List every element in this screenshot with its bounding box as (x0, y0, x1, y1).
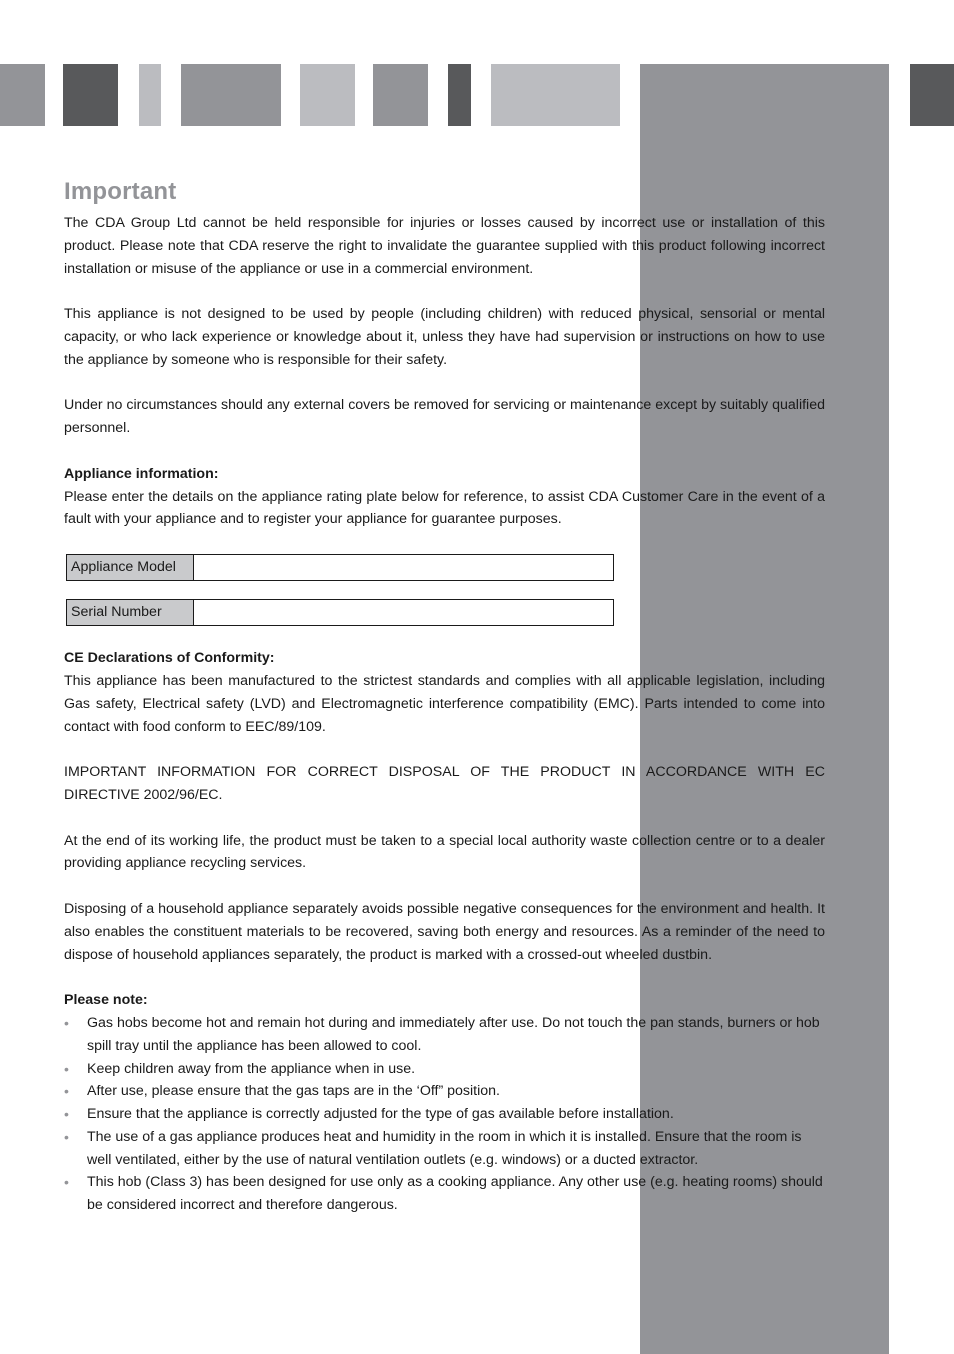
capacity-paragraph: This appliance is not designed to be used by people (including children) with reduced physical, sensorial or mental capacity, or who lack experience or knowledge about it, unless they have had supervision or instructions on how to use the appliance by someone who is responsible for their safety. (64, 306, 825, 368)
main-content (64, 176, 825, 1217)
header-block-1 (0, 64, 45, 126)
notes-list (64, 1012, 825, 1217)
serial-number-field[interactable] (66, 599, 614, 626)
ce-heading: CE Declarations of Conformity: (64, 650, 275, 667)
serial-number-label: Serial Number (67, 600, 194, 625)
header-block-3 (139, 64, 161, 126)
list-item: • Keep children away from the appliance when in use. (64, 1058, 825, 1081)
bullet-icon: • (64, 1060, 69, 1077)
notes-heading: Please note: (64, 992, 148, 1009)
appliance-model-value[interactable] (194, 555, 613, 580)
header-block-8 (491, 64, 620, 126)
ce-text: This appliance has been manufactured to the strictest standards and complies with all applicable legislation, including Gas safety, Electrical safety (LVD) and Electromagnetic interference compatibility (EMC). Parts intended to come into contact with food conform to EEC/89/109. (64, 672, 825, 735)
list-item: • Ensure that the appliance is correctly adjusted for the type of gas available before installation. (64, 1103, 825, 1126)
bullet-icon: • (64, 1128, 69, 1145)
header-block-2 (63, 64, 118, 126)
bullet-icon: • (64, 1083, 69, 1100)
header-block-6 (373, 64, 428, 126)
appliance-model-field[interactable] (66, 554, 614, 581)
serial-number-value[interactable] (194, 600, 613, 625)
header-block-4 (181, 64, 281, 126)
bullet-icon: • (64, 1014, 69, 1031)
page-title: Important (64, 178, 177, 205)
bullet-icon: • (64, 1106, 69, 1123)
header-block-5 (300, 64, 355, 126)
list-item: • This hob (Class 3) has been designed for use only as a cooking appliance. Any other use (e.g. heating rooms) should be considered incorrect and therefore dangerous. (64, 1171, 825, 1217)
appliance-model-label: Appliance Model (67, 555, 194, 580)
disposal-text-2: Disposing of a household appliance separately avoids possible negative consequences for the environment and health. It also enables the constituent materials to be recovered, saving both energy and resources. As a reminder of the need to dispose of household appliances separately, the product is marked with a crossed-out wheeled dustbin. (64, 900, 825, 963)
list-item: • After use, please ensure that the gas taps are in the ‘Off” position. (64, 1080, 825, 1103)
disposal-heading: IMPORTANT INFORMATION FOR CORRECT DISPOSAL OF THE PRODUCT IN ACCORDANCE WITH EC DIRECTIVE 2002/96/EC. (64, 764, 825, 803)
disposal-text-1: At the end of its working life, the product must be taken to a special local authority waste collection centre or to a dealer providing appliance recycling services. (64, 832, 825, 872)
covers-paragraph: Under no circumstances should any external covers be removed for servicing or maintenance except by suitably qualified personnel. (64, 397, 825, 437)
header-block-7 (448, 64, 471, 126)
appliance-info-heading: Appliance information: (64, 465, 219, 482)
list-item: • The use of a gas appliance produces heat and humidity in the room in which it is installed. Ensure that the room is well ventilated, either by the use of natural ventilation outlets (e.g. windows) or a ducted extractor. (64, 1126, 825, 1172)
bullet-icon: • (64, 1174, 69, 1191)
liability-paragraph: The CDA Group Ltd cannot be held responsible for injuries or losses caused by incorrect use or installation of this product. Please note that CDA reserve the right to invalidate the guarantee supplied with this product following incorrect installation or misuse of the appliance or use in a commercial environment. (64, 215, 825, 277)
list-item: • Gas hobs become hot and remain hot during and immediately after use. Do not touch the pan stands, burners or hob spill tray until the appliance has been allowed to cool. (64, 1012, 825, 1058)
header-block-9 (910, 64, 954, 126)
appliance-info-text: Please enter the details on the appliance rating plate below for reference, to assist CDA Customer Care in the event of a fault with your appliance and to register your appliance for guarantee purposes. (64, 488, 825, 528)
